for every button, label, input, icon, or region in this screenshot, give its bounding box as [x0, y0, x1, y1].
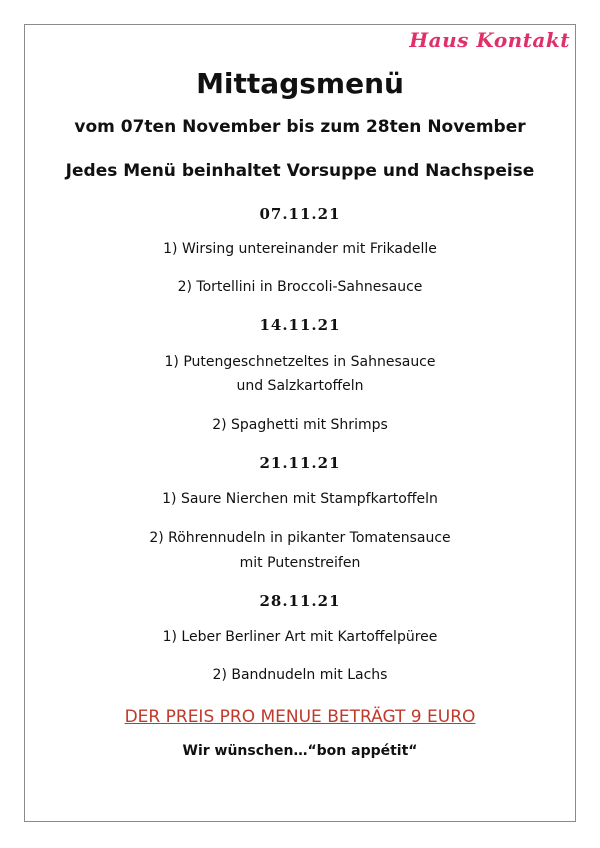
- date-range: vom 07ten November bis zum 28ten November: [74, 117, 526, 137]
- menu-item: 2) Tortellini in Broccoli-Sahnesauce: [177, 279, 423, 295]
- closing-wish: Wir wünschen…“bon appétit“: [182, 743, 418, 759]
- week-date: 28.11.21: [259, 592, 341, 610]
- menu-item: 1) Leber Berliner Art mit Kartoffelpüree: [162, 629, 438, 645]
- week-date: 07.11.21: [259, 205, 341, 223]
- menu-note: Jedes Menü beinhaltet Vorsuppe und Nachspeise: [65, 161, 535, 181]
- menu-item: 1) Wirsing untereinander mit Frikadelle: [163, 241, 437, 257]
- menu-item: 1) Saure Nierchen mit Stampfkartoffeln: [162, 491, 438, 507]
- week-date: 14.11.21: [259, 316, 341, 334]
- price-notice: DER PREIS PRO MENUE BETRÄGT 9 EURO: [124, 707, 476, 727]
- menu-item: 2) Bandnudeln mit Lachs: [212, 667, 388, 683]
- menu-item: 2) Röhrennudeln in pikanter Tomatensauce: [149, 530, 451, 546]
- menu-item-continuation: und Salzkartoffeln: [236, 378, 364, 394]
- menu-item: 2) Spaghetti mit Shrimps: [212, 417, 388, 433]
- menu-item-continuation: mit Putenstreifen: [239, 555, 361, 571]
- brand-logo: Haus Kontakt: [409, 28, 570, 52]
- menu-item: 1) Putengeschnetzeltes in Sahnesauce: [164, 354, 436, 370]
- page-title: Mittagsmenü: [196, 67, 404, 100]
- week-date: 21.11.21: [259, 454, 341, 472]
